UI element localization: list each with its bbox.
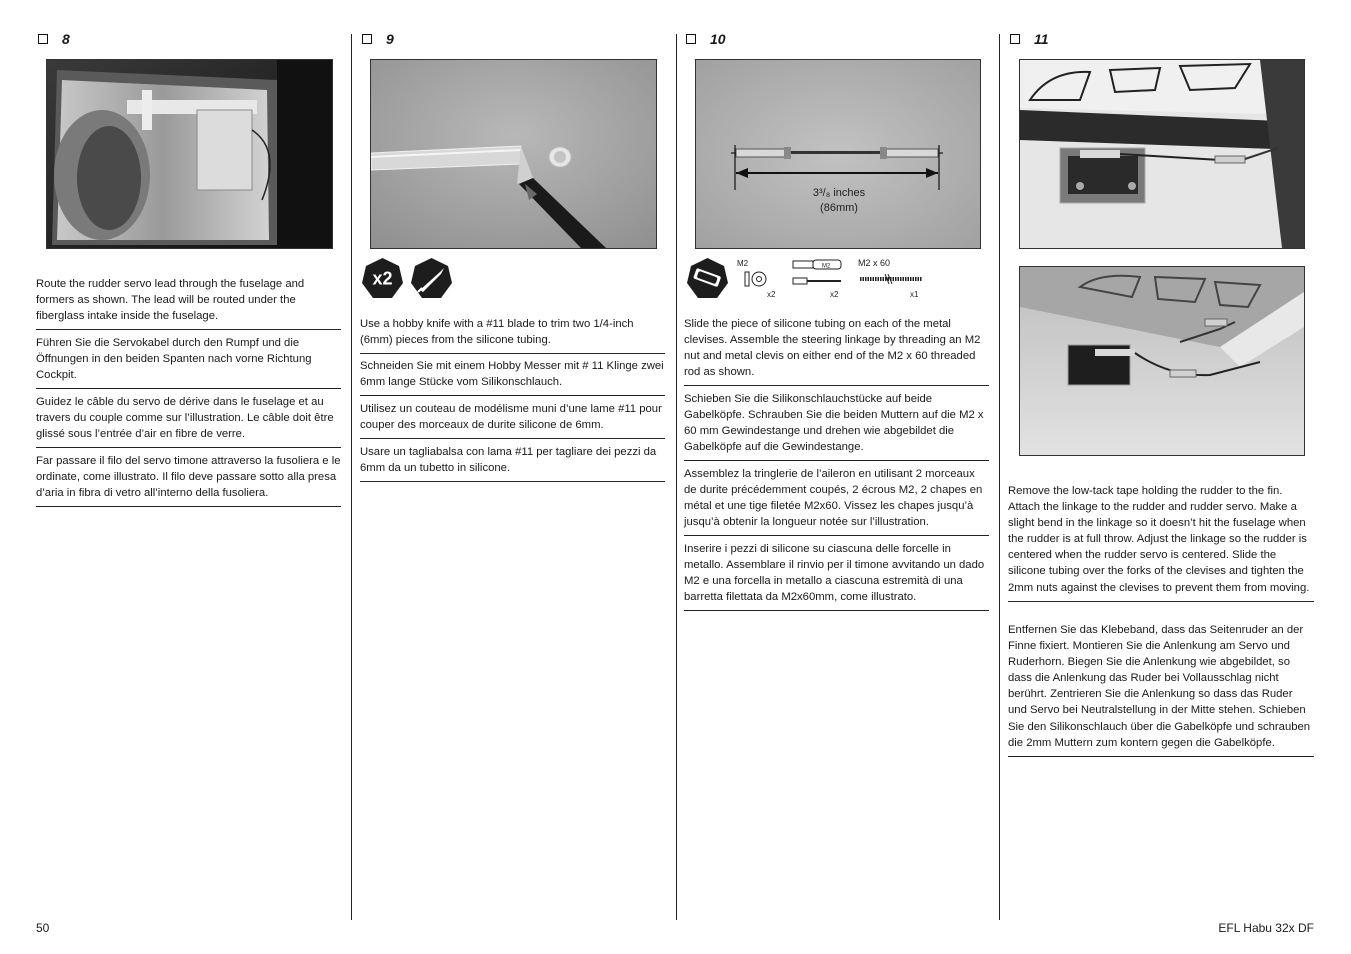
step-checkbox[interactable] — [362, 34, 372, 44]
measurement-metric: (86mm) — [820, 202, 858, 214]
rod-quantity: x1 — [910, 290, 919, 299]
product-title: EFL Habu 32x DF — [1218, 921, 1314, 935]
rod-label: M2 x 60 — [858, 258, 891, 268]
step-10-text-it: Inserire i pezzi di silicone su ciascuna delle forcelle in metallo. Assemblare il rinvio per il timone avvitando un dado M2 e una forcella in metallo a ciascuna estremità di una barretta filettata da M2x60mm, come illustrato. — [684, 541, 989, 611]
step-number: 8 — [62, 31, 70, 47]
step-11-text-de: Entfernen Sie das Klebeband, dass das Seitenruder an der Finne fixiert. Montieren Sie die Anlenkung am Servo und Ruderhorn. Biegen Sie die Anlenkung wie abgebildet, so dass die Anlenkung das Ruder bei Vollausschlag nicht berührt. Zentrieren Sie die Anlenkung so dass das Ruder und Servo bei Neutralstellung in der Mitte stehen. Schieben Sie den Silikonschlauch über die Gabelköpfe und schrauben die 2mm Muttern zum kontern gegen die Gabelköpfe. — [1008, 622, 1314, 757]
step-checkbox[interactable] — [38, 34, 48, 44]
badge-label: x2 — [372, 268, 393, 289]
step-8-photo — [46, 59, 333, 249]
step-11-photo-top — [1019, 59, 1305, 249]
step-9-text-en: Use a hobby knife with a #11 blade to trim two 1/4-inch (6mm) pieces from the silicone tubing. — [360, 316, 665, 354]
silicone-tube-icon — [686, 257, 729, 300]
step-number: 9 — [386, 31, 394, 47]
step-8-text-en: Route the rudder servo lead through the fuselage and formers as shown. The lead will be routed under the fiberglass intake inside the fuselage. — [36, 276, 341, 330]
step-10-photo — [695, 59, 981, 249]
column-divider — [676, 34, 677, 920]
column-divider — [351, 34, 352, 920]
step-10-text-de: Schieben Sie die Silikonschlauchstücke auf beide Gabelköpfe. Schrauben Sie die beiden Muttern auf die M2 x 60 mm Gewindestange und drehen wie abgebildet die Gabelköpfe auf die Gewindestange. — [684, 391, 989, 461]
step-checkbox[interactable] — [1010, 34, 1020, 44]
step-number: 11 — [1034, 31, 1049, 47]
quantity-x2-badge — [361, 257, 404, 300]
step-8-text-it: Far passare il filo del servo timone attraverso la fusoliera e le ordinate, come illustrato. Il filo deve passare sotto alla presa d’aria in fibra di vetro all’interno della fusoliera. — [36, 453, 341, 507]
step-9-text-de: Schneiden Sie mit einem Hobby Messer mit # 11 Klinge zwei 6mm lange Stücke vom Silikonschlauch. — [360, 358, 665, 396]
step-11-text-en: Remove the low-tack tape holding the rudder to the fin. Attach the linkage to the rudder and rudder servo. Make a slight bend in the linkage so it doesn’t hit the fuselage when the rudder is at full throw. Adjust the linkage so the rudder is centered when the rudder servo is centered. Slide the silicone tubing over the forks of the clevises and tighten the 2mm nuts against the clevises to prevent them from moving. — [1008, 483, 1314, 602]
step-8-text-de: Führen Sie die Servokabel durch den Rumpf und die Öffnungen in den beiden Spanten nach vorne Richtung Cockpit. — [36, 335, 341, 389]
step-8-text-fr: Guidez le câble du servo de dérive dans le fuselage et au travers du couple comme sur l’illustration. Le câble doit être glissé sous l’entrée d’air en fibre de verre. — [36, 394, 341, 448]
parts-list — [735, 256, 935, 302]
nut-quantity: x2 — [767, 290, 776, 299]
measurement-label: 3³/₈ inches — [812, 187, 866, 199]
step-10-text-en: Slide the piece of silicone tubing on each of the metal clevises. Assemble the steering linkage by threading an M2 nut and metal clevis on either end of the M2 x 60 threaded rod as shown. — [684, 316, 989, 386]
step-9-text-fr: Utilisez un couteau de modélisme muni d’une lame #11 pour couper des morceaux de durite silicone de 6mm. — [360, 401, 665, 439]
clevis-thread-mark: M2 — [822, 263, 831, 270]
hobby-knife-icon — [410, 257, 453, 300]
step-number: 10 — [710, 31, 726, 47]
step-checkbox[interactable] — [686, 34, 696, 44]
column-divider — [999, 34, 1000, 920]
nut-label: M2 — [737, 259, 749, 268]
page-number: 50 — [36, 921, 50, 935]
step-10-header — [686, 30, 726, 48]
step-8-header — [38, 30, 70, 48]
clevis-quantity: x2 — [830, 290, 839, 299]
step-9-header — [362, 30, 394, 48]
step-9-text-it: Usare un tagliabalsa con lama #11 per tagliare dei pezzi da 6mm da un tubetto in silicone. — [360, 444, 665, 482]
step-11-header — [1010, 30, 1049, 48]
step-9-photo — [370, 59, 657, 249]
step-10-text-fr: Assemblez la tringlerie de l’aileron en utilisant 2 morceaux de durite précédemment coupés, 2 écrous M2, 2 chapes en métal et une tige filetée M2x60. Vissez les chapes jusqu’à jusqu’à obtenir la longueur notée sur l’illustration. — [684, 466, 989, 536]
step-11-photo-bottom — [1019, 266, 1305, 456]
